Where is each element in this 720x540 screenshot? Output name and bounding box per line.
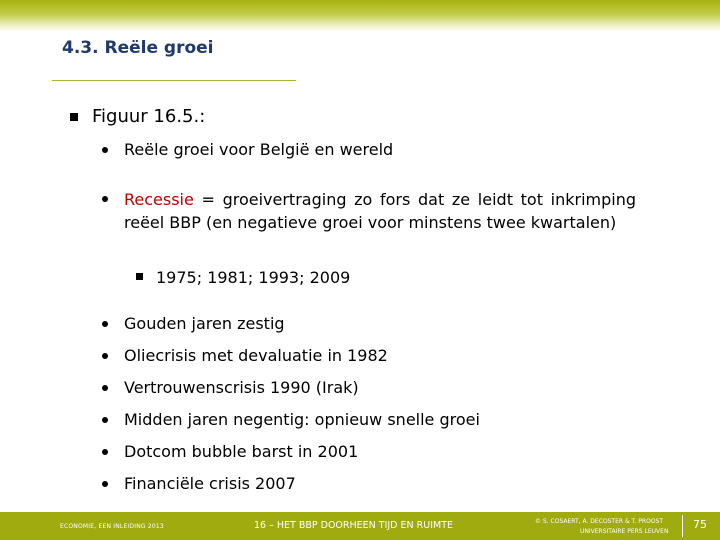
bullet-dot-icon xyxy=(102,196,108,202)
square-bullet-icon xyxy=(136,273,143,280)
list-item: Financiële crisis 2007 xyxy=(124,474,296,493)
list-item: Gouden jaren zestig xyxy=(124,314,285,333)
list-item: Vertrouwenscrisis 1990 (Irak) xyxy=(124,378,359,397)
bullet-growth: Reële groei voor België en wereld xyxy=(124,140,394,159)
bullet-dot-icon xyxy=(102,147,108,153)
bullet-dot-icon xyxy=(102,353,108,359)
footer-copyright: © S. COSAERT, A. DECOSTER & T. PROOST xyxy=(535,518,664,525)
bullet-dot-icon xyxy=(102,449,108,455)
recession-years-text: 1975; 1981; 1993; 2009 xyxy=(156,268,351,287)
list-item: Midden jaren negentig: opnieuw snelle groei xyxy=(124,410,480,429)
recession-definition: = groeivertraging zo fors dat ze leidt tot inkrimping reëel BBP (en negatieve groei voor minstens twee kwartalen) xyxy=(124,190,636,232)
bullet-recession xyxy=(124,188,636,234)
list-item: Dotcom bubble barst in 2001 xyxy=(124,442,359,461)
square-bullet-icon xyxy=(70,113,78,121)
figure-heading-text: Figuur 16.5.: xyxy=(92,106,206,127)
page-number: 75 xyxy=(693,518,707,531)
bullet-dot-icon xyxy=(102,481,108,487)
footer-course: ECONOMIE, EEN INLEIDING 2013 xyxy=(60,523,164,530)
title-underline xyxy=(52,80,296,81)
footer-chapter: 16 – HET BBP DOORHEEN TIJD EN RUIMTE xyxy=(254,520,454,531)
footer-divider xyxy=(682,515,683,537)
list-item: Oliecrisis met devaluatie in 1982 xyxy=(124,346,388,365)
bullet-dot-icon xyxy=(102,417,108,423)
bullet-dot-icon xyxy=(102,385,108,391)
slide-title: 4.3. Reële groei xyxy=(62,38,214,58)
recession-term: Recessie xyxy=(124,190,194,209)
footer-bar xyxy=(0,512,720,540)
header-band xyxy=(0,0,720,32)
bullet-dot-icon xyxy=(102,321,108,327)
footer-publisher: UNIVERSITAIRE PERS LEUVEN xyxy=(580,528,669,535)
